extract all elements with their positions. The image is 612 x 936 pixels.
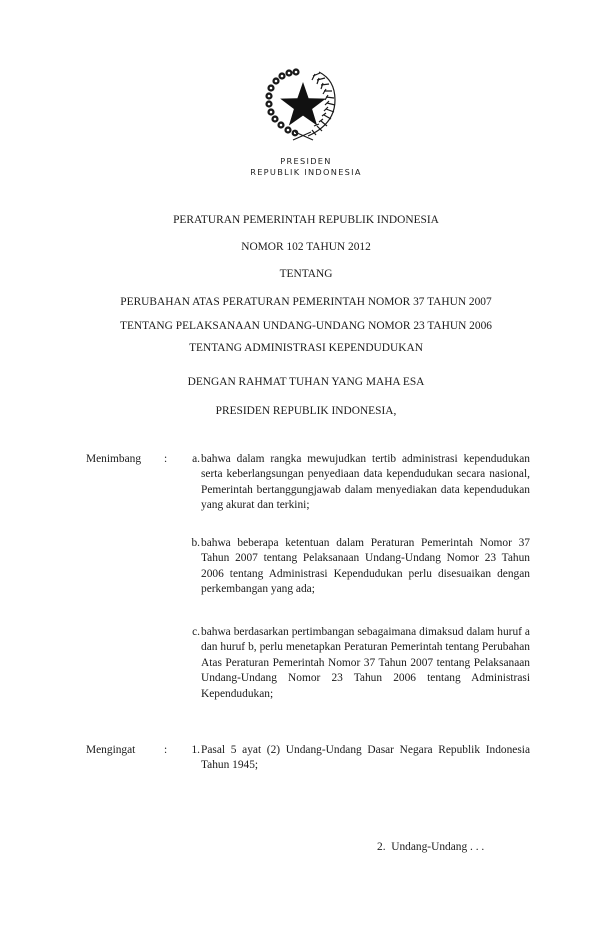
item-marker: a. (192, 453, 200, 465)
mengingat-colon: : (164, 744, 168, 756)
regulation-tentang: TENTANG (279, 268, 333, 280)
mengingat-item-1 (178, 743, 530, 774)
menimbang-item-a (178, 452, 530, 514)
regulation-title: PERATURAN PEMERINTAH REPUBLIK INDONESIA (173, 214, 439, 226)
menimbang-item-c (178, 625, 530, 702)
page-continuation-note: 2. Undang-Undang . . . (377, 841, 485, 853)
item-text: bahwa dalam rangka mewujudkan tertib administrasi kependudukan serta keberlangsungan penyediaan data kependudukan secara nasional, Pemerintah bertanggungjawab dalam menyediakan data kependudukan yang akurat dan terkini; (201, 453, 530, 512)
regulation-number: NOMOR 102 TAHUN 2012 (241, 241, 371, 253)
item-text: bahwa beberapa ketentuan dalam Peraturan Pemerintah Nomor 37 Tahun 2007 tentang Pelaksanaan Undang-Undang Nomor 23 Tahun 2006 tentang Administrasi Kependudukan perlu disesuaikan dengan perkembangan yang ada; (201, 537, 530, 596)
regulation-subject-line-2: TENTANG PELAKSANAAN UNDANG-UNDANG NOMOR 23 TAHUN 2006 (120, 320, 492, 332)
item-marker: c. (192, 626, 200, 638)
preamble-invocation: DENGAN RAHMAT TUHAN YANG MAHA ESA (187, 376, 425, 388)
letterhead-line-republik: REPUBLIK INDONESIA (250, 167, 362, 177)
regulation-subject-line-1: PERUBAHAN ATAS PERATURAN PEMERINTAH NOMOR 37 TAHUN 2007 (120, 296, 492, 308)
menimbang-colon: : (164, 453, 168, 465)
item-text: Pasal 5 ayat (2) Undang-Undang Dasar Negara Republik Indonesia Tahun 1945; (201, 744, 530, 772)
mengingat-label: Mengingat (86, 744, 136, 756)
regulation-subject-line-3: TENTANG ADMINISTRASI KEPENDUDUKAN (189, 342, 423, 354)
item-text: bahwa berdasarkan pertimbangan sebagaimana dimaksud dalam huruf a dan huruf b, perlu menetapkan Peraturan Pemerintah tentang Perubahan Atas Peraturan Pemerintah Nomor 37 Tahun 2007 tentang Pelaksanaan Undang-Undang Nomor 23 Tahun 2006 tentang Administrasi Kependudukan; (201, 626, 530, 700)
item-marker: 1. (191, 744, 200, 756)
letterhead-line-presiden: PRESIDEN (280, 156, 332, 166)
preamble-president: PRESIDEN REPUBLIK INDONESIA, (215, 405, 397, 417)
menimbang-item-b (178, 536, 530, 598)
presidential-emblem-icon (263, 66, 343, 142)
menimbang-label: Menimbang (86, 453, 142, 465)
item-marker: b. (191, 537, 200, 549)
